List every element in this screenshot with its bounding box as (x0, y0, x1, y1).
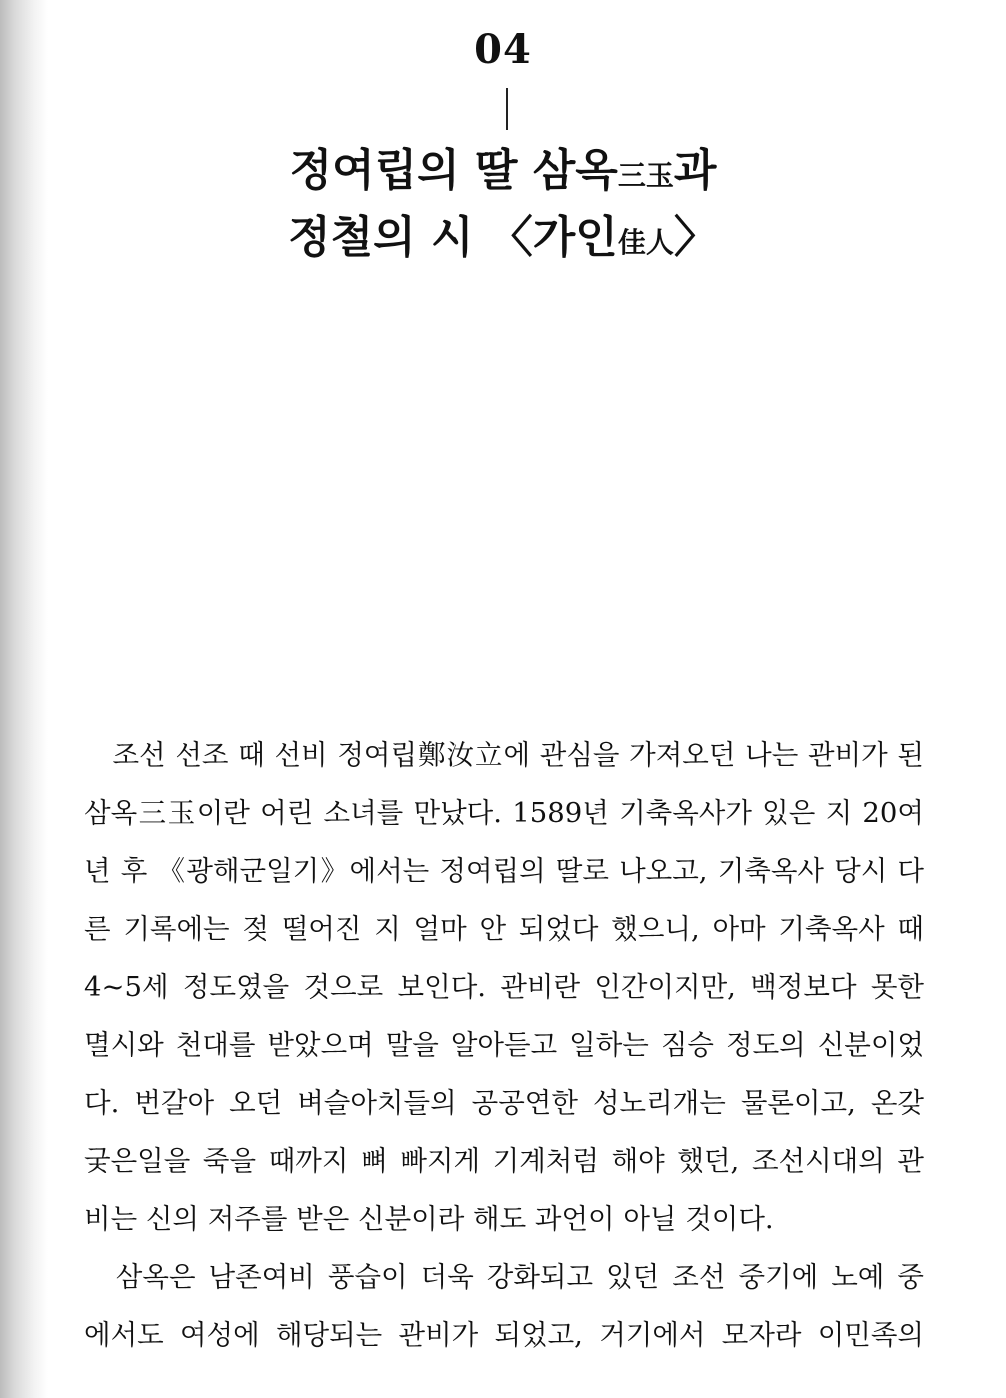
title-hanja: 三玉 (617, 159, 674, 192)
chapter-title-line-2 (0, 207, 1006, 274)
body-line: 년 후 《광해군일기》에서는 정여립의 딸로 나오고, 기축옥사 당시 다 (84, 855, 924, 887)
chapter-title (0, 140, 1006, 274)
body-line: 삼옥三玉이란 어린 소녀를 만났다. 1589년 기축옥사가 있은 지 20여 (84, 797, 924, 829)
body-line: 멸시와 천대를 받았으며 말을 알아듣고 일하는 짐승 정도의 신분이었 (84, 1029, 924, 1061)
chapter-title-line-1 (0, 140, 1006, 207)
title-hanja: 佳人 (617, 226, 674, 259)
chapter-divider-rule (506, 88, 508, 130)
body-line: 조선 선조 때 선비 정여립鄭汝立에 관심을 가져오던 나는 관비가 된 (84, 739, 924, 771)
body-line: 비는 신의 저주를 받은 신분이라 해도 과언이 아닐 것이다. (84, 1203, 774, 1235)
body-line: 삼옥은 남존여비 풍습이 더욱 강화되고 있던 조선 중기에 노예 중 (84, 1261, 924, 1293)
body-line: 궂은일을 죽을 때까지 뼈 빠지게 기계처럼 해야 했던, 조선시대의 관 (84, 1145, 924, 1177)
chapter-number: 04 (474, 26, 532, 73)
title-text: 정여립의 딸 삼옥 (289, 145, 618, 196)
body-line: 4~5세 정도였을 것으로 보인다. 관비란 인간이지만, 백정보다 못한 (84, 971, 924, 1003)
body-line: 다. 번갈아 오던 벼슬아치들의 공공연한 성노리개는 물론이고, 온갖 (84, 1087, 924, 1119)
body-text (84, 726, 924, 1364)
body-line: 에서도 여성에 해당되는 관비가 되었고, 거기에서 모자라 이민족의 (84, 1319, 924, 1351)
body-line: 른 기록에는 젖 떨어진 지 얼마 안 되었다 했으니, 아마 기축옥사 때 (84, 913, 924, 945)
title-text: 정철의 시 〈가인 (288, 212, 618, 263)
title-text: 과 (673, 145, 717, 196)
title-text: 〉 (673, 212, 718, 263)
